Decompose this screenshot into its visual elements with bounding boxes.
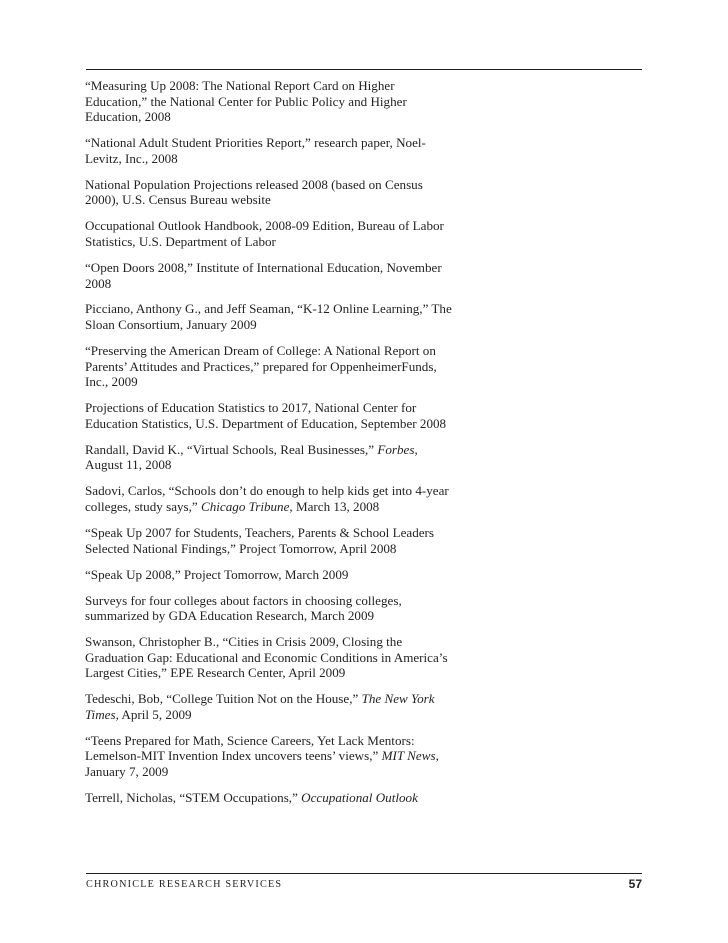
reference-text: Swanson, Christopher B., “Cities in Crisis 2009, Closing the Graduation Gap: Educational and Economic Conditions in America’s Largest Cities,” EPE Research Center, April 2009	[85, 634, 448, 681]
reference-entry	[85, 135, 457, 166]
reference-entry	[85, 691, 457, 722]
reference-entry	[85, 593, 457, 624]
reference-entry	[85, 442, 457, 473]
reference-publication: MIT News	[381, 748, 436, 764]
reference-text: , April 5, 2009	[115, 706, 192, 722]
reference-entry	[85, 400, 457, 431]
reference-publication: The New York Times	[85, 691, 435, 722]
reference-text: Surveys for four colleges about factors in choosing colleges, summarized by GDA Education Research, March 2009	[85, 592, 402, 624]
reference-entry	[85, 790, 457, 806]
reference-text: Projections of Education Statistics to 2017, National Center for Education Statistics, U.S. Department of Education, September 2008	[85, 400, 447, 431]
reference-publication: Occupational Outlook	[301, 790, 418, 806]
reference-entry	[85, 218, 457, 249]
reference-text: “National Adult Student Priorities Report,” research paper, Noel-Levitz, Inc., 2008	[85, 135, 426, 166]
reference-text: National Population Projections released 2008 (based on Census 2000), U.S. Census Bureau website	[85, 176, 423, 208]
reference-publication: Forbes	[377, 441, 415, 457]
reference-text: Picciano, Anthony G., and Jeff Seaman, “K-12 Online Learning,” The Sloan Consortium, January 2009	[85, 301, 452, 333]
page-number: 57	[628, 877, 642, 891]
reference-entry	[85, 343, 457, 390]
header-rule	[86, 69, 642, 70]
reference-text: “Speak Up 2008,” Project Tomorrow, March 2009	[85, 566, 349, 582]
reference-text: “Open Doors 2008,” Institute of International Education, November 2008	[85, 259, 442, 291]
reference-text: , March 13, 2008	[289, 498, 380, 514]
reference-publication: Chicago Tribune	[201, 498, 290, 514]
reference-text: Terrell, Nicholas, “STEM Occupations,”	[85, 790, 302, 806]
reference-text: “Teens Prepared for Math, Science Careers, Yet Lack Mentors: Lemelson-MIT Invention Index uncovers teens’ views,”	[85, 732, 415, 764]
reference-entry	[85, 260, 457, 291]
reference-entry	[85, 634, 457, 681]
reference-entry	[85, 78, 457, 125]
reference-entry	[85, 177, 457, 208]
reference-text: Tedeschi, Bob, “College Tuition Not on the House,”	[85, 691, 362, 707]
reference-text: , January 7, 2009	[85, 748, 439, 780]
reference-entry	[85, 301, 457, 332]
reference-entry	[85, 733, 457, 780]
footer-rule	[86, 873, 642, 874]
reference-text: Randall, David K., “Virtual Schools, Real Businesses,”	[85, 441, 378, 457]
footer-label: CHRONICLE RESEARCH SERVICES	[86, 879, 283, 890]
reference-text: “Preserving the American Dream of College: A National Report on Parents’ Attitudes and Practices,” prepared for OppenheimerFunds, Inc., 2009	[85, 343, 437, 390]
reference-list	[85, 78, 457, 816]
reference-entry	[85, 525, 457, 556]
reference-text: “Speak Up 2007 for Students, Teachers, Parents & School Leaders Selected National Findings,” Project Tomorrow, April 2008	[85, 524, 435, 556]
reference-text: Occupational Outlook Handbook, 2008-09 Edition, Bureau of Labor Statistics, U.S. Department of Labor	[85, 218, 444, 249]
reference-text: Sadovi, Carlos, “Schools don’t do enough to help kids get into 4-year colleges, study says,”	[85, 483, 449, 514]
reference-entry	[85, 567, 457, 583]
reference-entry	[85, 483, 457, 514]
reference-text: , August 11, 2008	[85, 441, 418, 473]
reference-text: “Measuring Up 2008: The National Report Card on Higher Education,” the National Center for Public Policy and Higher Education, 2008	[85, 78, 407, 125]
